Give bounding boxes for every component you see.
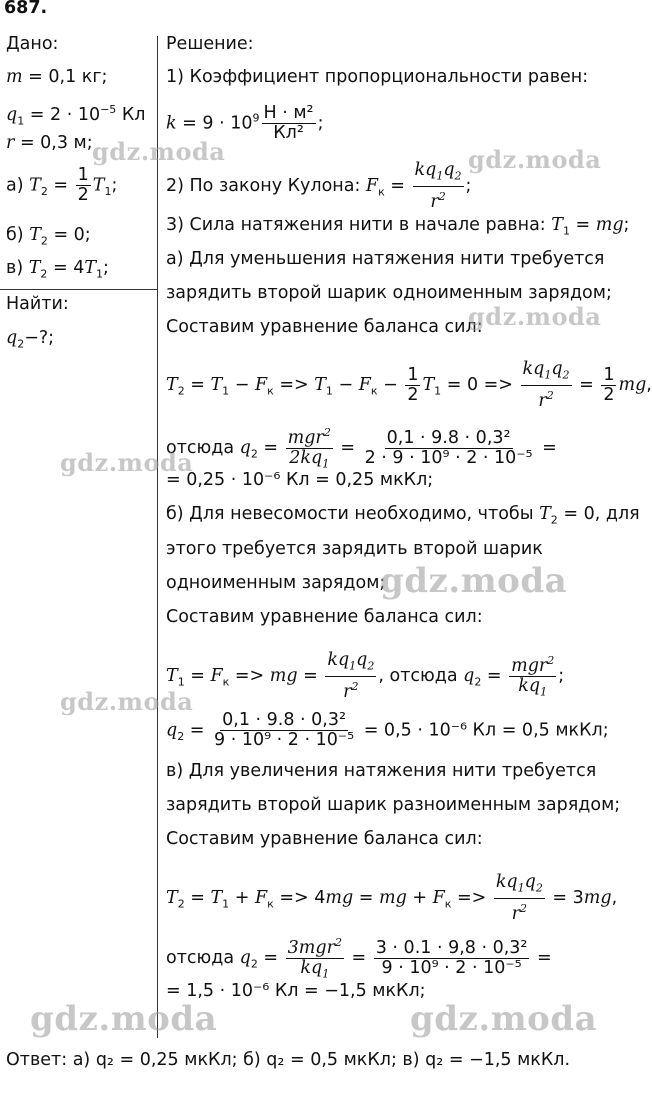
balance-equation-a: $T_2 = T_1 - F_к => T_1 - F_к$ − $\frac{1}{2}$ $T_1 = 0$ => $\frac{kq_1q_2}{r^2}$ = $\frac{1}{2}$ mg, <box>166 359 652 411</box>
watermark: gdz.moda <box>468 302 602 331</box>
solution-line-1: 1) Коэффициент пропорциональности равен: <box>166 67 589 87</box>
given-mass: m = 0,1 кг; <box>6 67 108 87</box>
given-distance: r = 0,3 м; <box>6 133 93 153</box>
given-find-divider <box>0 289 157 290</box>
charge-formula-v: отсюда $q_2$ = $\frac{3mgr^2}{kq_1}$ = $\frac{\text{3 · 0.1 · 9,8 · 0,3²}}{\text{9 · 10⁹ · 2 · 10⁻⁵}}$ = <box>166 933 552 983</box>
solution-line-a2: зарядить второй шарик одноименным зарядом; <box>166 283 612 303</box>
answer-line: Ответ: а) q₂ = 0,25 мкКл; б) q₂ = 0,5 мкКл; в) q₂ = −1,5 мкКл. <box>6 1050 571 1070</box>
watermark: gdz.moda <box>60 687 194 716</box>
given-label: Дано: <box>6 34 59 54</box>
result-v: = 1,5 · 10⁻⁶ Кл = −1,5 мкКл; <box>166 981 426 1001</box>
solution-line-v3: Составим уравнение баланса сил: <box>166 829 483 849</box>
column-divider <box>157 36 158 1038</box>
result-b: $q_2$ = $\frac{\text{0,1 · 9.8 · 0,3²}}{\text{9 · 10⁹ · 2 · 10⁻⁵}}$ = 0,5 · 10⁻⁶ Кл = 0,5 мкКл; <box>166 710 609 750</box>
solution-line-v2: зарядить второй шарик разноименным зарядом; <box>166 795 621 815</box>
watermark: gdz.moda <box>60 448 194 477</box>
problem-number: 687. <box>4 0 48 18</box>
given-case-b: б) $T_2 = 0$; <box>6 225 91 248</box>
charge-formula-a: отсюда $q_2$ = $\frac{mgr^2}{2kq_1}$ = $\frac{\text{0,1 · 9.8 · 0,3²}}{\text{2 · 9 · 10⁹ · 2 · 10⁻⁵}}$ = <box>166 423 557 473</box>
watermark: gdz.moda <box>410 999 598 1039</box>
given-charge: $q_1 = 2 \cdot 10^{-5}$ Кл <box>6 103 146 128</box>
solution-line-a3: Составим уравнение баланса сил: <box>166 317 483 337</box>
balance-equation-v: $T_2 = T_1 + F_к => 4mg$ = mg + $F_к$ => $\frac{kq_1q_2}{r^2}$ = 3mg, <box>166 872 618 924</box>
coefficient-k: $k = 9 \cdot 10^9$ $\frac{\text{Н · м²}}{\text{Кл²}}$ ; <box>166 103 324 143</box>
solution-line-a1: а) Для уменьшения натяжения нити требуется <box>166 249 605 269</box>
given-case-v: в) $T_2 = 4T_1$; <box>6 258 109 281</box>
watermark: gdz.moda <box>468 145 602 174</box>
watermark: gdz.moda <box>380 561 568 601</box>
balance-equation-b: $T_1 = F_к$ => mg = $\frac{kq_1q_2}{r^2}$ , отсюда $q_2$ = $\frac{mgr^2}{kq_1}$ ; <box>166 650 565 702</box>
coulomb-law: 2) По закону Кулона: $F_к$ = $\frac{kq_1q_2}{r^2}$ ; <box>166 160 472 212</box>
given-case-a: а) $T_2$ = $\frac{1}{2}$ $T_1$; <box>6 165 118 205</box>
solution-line-b3: одноименным зарядом; <box>166 573 386 593</box>
solution-label: Решение: <box>166 34 254 54</box>
watermark: gdz.moda <box>30 999 218 1039</box>
solution-line-b2: этого требуется зарядить второй шарик <box>166 539 543 559</box>
find-label: Найти: <box>6 294 69 314</box>
solution-line-b1: б) Для невесомости необходимо, чтобы $T_2 = 0$, для <box>166 504 640 527</box>
solution-line-v1: в) Для увеличения натяжения нити требуется <box>166 761 597 781</box>
find-value: $q_2-$?; <box>6 328 55 351</box>
result-a: = 0,25 · 10⁻⁶ Кл = 0,25 мкКл; <box>166 470 434 490</box>
solution-line-3: 3) Сила натяжения нити в начале равна: $T_1$ = mg; <box>166 215 630 238</box>
solution-line-b4: Составим уравнение баланса сил: <box>166 607 483 627</box>
watermark: gdz.moda <box>92 137 226 166</box>
